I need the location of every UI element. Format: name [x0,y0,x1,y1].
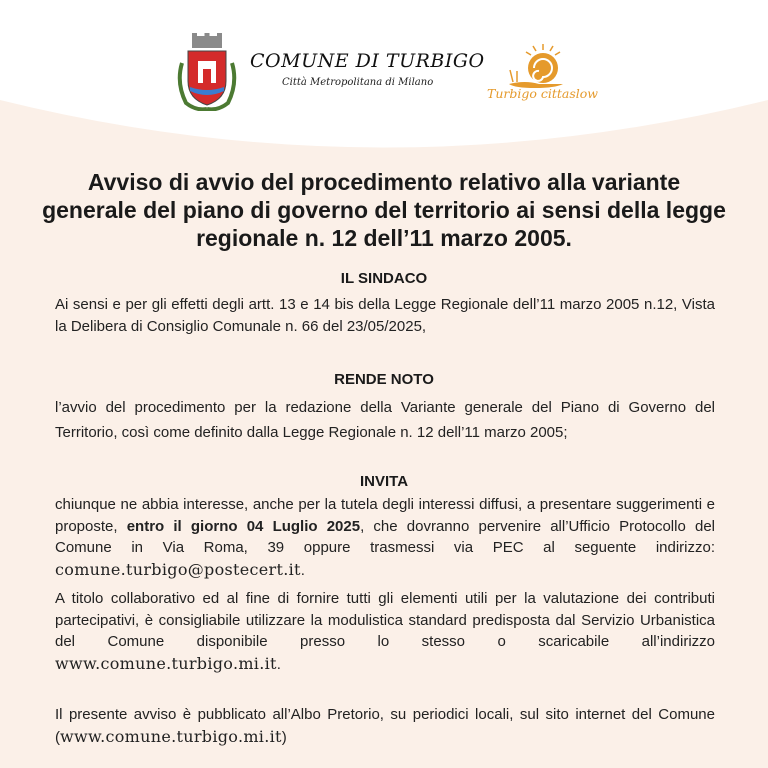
snail-logo-icon [505,40,567,90]
invita-text-after: , che dovranno pervenire all’Ufficio Protocollo del Comune in Via Roma, 39 oppure trasmessi via PEC al seguente indirizzo: [55,517,715,556]
heading-invita: INVITA [359,473,409,490]
invita-text-2-body: A titolo collaborativo ed al fine di fornire tutti gli elementi utili per la valutazione dei contributi partecipativi, è consigliabile utilizzare la modulistica standard predisposta dal Servizio Urbanistica del Comune disponibile presso lo stesso o scaricabile all’indirizzo [55,590,715,650]
invita-text-2 [55,588,715,675]
website-period: . [276,655,281,673]
pec-address-link[interactable]: comune.turbigo@postecert.it [55,559,301,579]
coat-of-arms-icon [174,33,240,111]
footer-website-link[interactable]: www.comune.turbigo.mi.it [60,726,282,746]
sindaco-text: Ai sensi e per gli effetti degli artt. 13 e 14 bis della Legge Regionale dell’11 marzo 2005 n.12, Vista la Delibera di Consiglio Comunale n. 66 del 23/05/2025, [55,296,715,335]
invita-deadline: entro il giorno 04 Luglio 2025 [126,517,361,535]
cittaslow-label: Turbigo cittaslow [487,86,598,101]
footer-note [55,704,715,748]
invita-text-before: chiunque ne abbia interesse, anche per la tutela degli interessi diffusi, a presentare suggerimenti e proposte, [55,496,715,535]
heading-sindaco: IL SINDACO [340,270,428,287]
footer-text: Il presente avviso è pubblicato all’Albo Pretorio, su periodici locali, sul sito internet del Comune ( [55,706,715,746]
invita-text [55,494,715,581]
rende-noto-text: l’avvio del procedimento per la redazione della Variante generale del Piano di Governo del Territorio, così come definito dalla Legge Regionale n. 12 dell’11 marzo 2005; [55,399,715,441]
org-subtitle: Città Metropolitana di Milano [282,77,434,88]
header-band [0,0,768,150]
website-link[interactable]: www.comune.turbigo.mi.it [55,653,277,673]
pec-period: . [300,561,305,579]
footer-end: ) [281,728,287,746]
heading-rende-noto: RENDE NOTO [334,371,434,388]
notice-title: Avviso di avvio del procedimento relativo alla variante generale del piano di governo del territorio ai sensi della legge regionale n. 12 dell’11 marzo 2005. [42,169,726,251]
org-name: COMUNE DI TURBIGO [250,50,485,72]
